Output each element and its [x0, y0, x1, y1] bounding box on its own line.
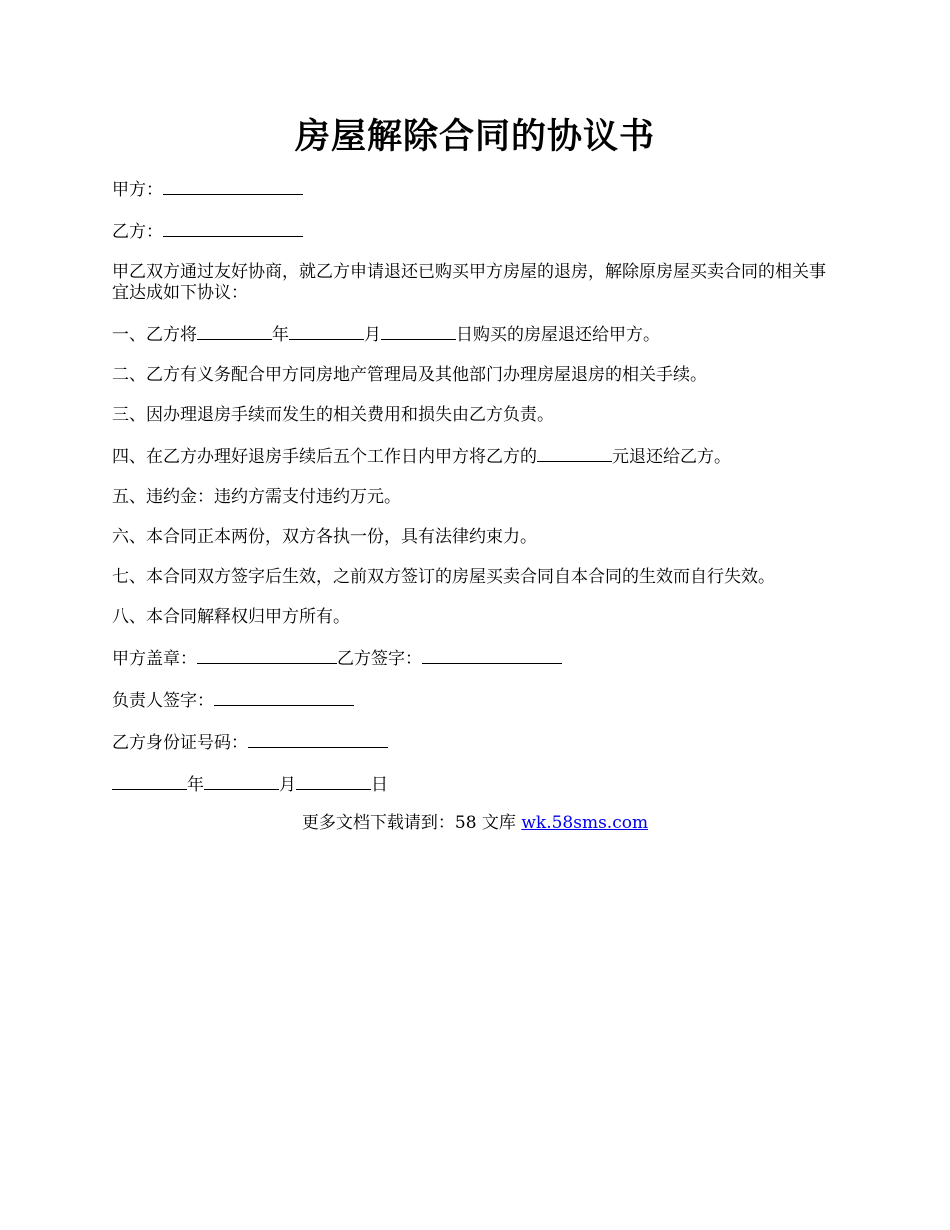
date-month: 月 — [279, 775, 296, 795]
date-day-blank — [296, 773, 371, 790]
responsible-line — [112, 689, 838, 712]
party-a-label: 甲方： — [112, 180, 163, 200]
clause-4-suffix: 元退还给乙方。 — [612, 447, 731, 467]
clause-3: 三、因办理退房手续而发生的相关费用和损失由乙方负责。 — [112, 405, 554, 425]
responsible-label: 负责人签字： — [112, 691, 214, 711]
clause-1-year-blank — [197, 323, 272, 340]
date-day: 日 — [371, 775, 388, 795]
document-title: 房屋解除合同的协议书 — [294, 117, 655, 157]
date-month-blank — [204, 773, 279, 790]
clause-7: 七、本合同双方签字后生效，之前双方签订的房屋买卖合同自本合同的生效而自行失效。 — [112, 567, 775, 587]
party-b-sign-label: 乙方签字： — [337, 649, 422, 669]
date-line — [112, 773, 838, 796]
party-a-seal-label: 甲方盖章： — [112, 649, 197, 669]
party-a-blank — [163, 178, 303, 195]
clause-6: 六、本合同正本两份，双方各执一份，具有法律约束力。 — [112, 527, 537, 547]
clause-8: 八、本合同解释权归甲方所有。 — [112, 607, 350, 627]
party-b-sign-blank — [422, 647, 562, 664]
clause-2: 二、乙方有义务配合甲方同房地产管理局及其他部门办理房屋退房的相关手续。 — [112, 365, 707, 385]
clause-5: 五、违约金：违约方需支付违约万元。 — [112, 487, 401, 507]
signature-line — [112, 647, 838, 670]
clause-4 — [112, 445, 838, 468]
clause-4-prefix: 四、在乙方办理好退房手续后五个工作日内甲方将乙方的 — [112, 447, 537, 467]
clause-1 — [112, 323, 838, 346]
date-year: 年 — [187, 775, 204, 795]
clause-1-month: 月 — [364, 325, 381, 345]
party-b-blank — [163, 220, 303, 237]
party-a-seal-blank — [197, 647, 337, 664]
intro-paragraph: 甲乙双方通过友好协商，就乙方申请退还已购买甲方房屋的退房，解除原房屋买卖合同的相关事宜达成如下协议： — [112, 262, 826, 303]
party-a-line — [112, 178, 838, 201]
id-number-label: 乙方身份证号码： — [112, 733, 248, 753]
responsible-blank — [214, 689, 354, 706]
clause-1-suffix: 日购买的房屋退还给甲方。 — [456, 325, 660, 345]
clause-1-year: 年 — [272, 325, 289, 345]
clause-4-amount-blank — [537, 445, 612, 462]
party-b-label: 乙方： — [112, 222, 163, 242]
party-b-line — [112, 220, 838, 243]
clause-1-month-blank — [289, 323, 364, 340]
id-number-blank — [248, 731, 388, 748]
footer — [112, 813, 838, 834]
clause-1-day-blank — [381, 323, 456, 340]
clause-1-prefix: 一、乙方将 — [112, 325, 197, 345]
id-number-line — [112, 731, 838, 754]
footer-link[interactable]: wk.58sms.com — [521, 813, 649, 833]
date-year-blank — [112, 773, 187, 790]
footer-text: 更多文档下载请到：58 文库 — [301, 813, 522, 833]
